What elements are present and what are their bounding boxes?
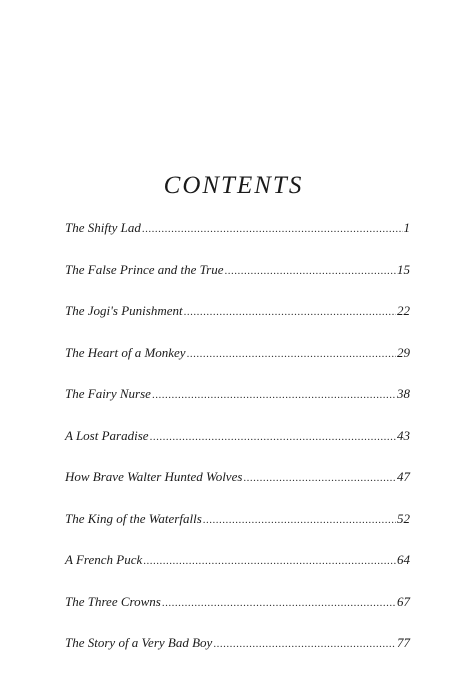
toc-entry-page: 67 (397, 593, 410, 609)
dot-leader (225, 263, 396, 279)
toc-entry[interactable] (65, 262, 410, 304)
toc-entry-page: 64 (397, 552, 410, 567)
contents-heading: CONTENTS (163, 172, 304, 199)
dot-leader (184, 304, 396, 320)
toc-entry-page: 52 (397, 510, 410, 526)
toc-entry-title: The Jogi's Punishment (65, 303, 183, 318)
toc-entry-title: The Story of a Very Bad Boy (65, 635, 213, 650)
toc-entry-page: 47 (397, 469, 410, 484)
toc-entry-title: The Heart of a Monkey (65, 344, 186, 360)
table-of-contents (65, 220, 410, 677)
toc-entry-title: A Lost Paradise (65, 427, 149, 443)
toc-entry-title: How Brave Walter Hunted Wolves (65, 469, 243, 484)
toc-entry[interactable] (65, 428, 410, 470)
dot-leader (162, 595, 396, 611)
toc-entry[interactable] (65, 552, 410, 594)
toc-entry-title: The Shifty Lad (65, 220, 141, 235)
toc-entry-title: The False Prince and the True (65, 261, 224, 277)
toc-entry-title: The Fairy Nurse (65, 386, 151, 401)
toc-entry[interactable] (65, 511, 410, 553)
dot-leader (243, 470, 396, 486)
toc-entry-page: 43 (397, 427, 410, 443)
toc-entry[interactable] (65, 469, 410, 511)
dot-leader (143, 553, 396, 569)
dot-leader (203, 512, 396, 528)
toc-entry[interactable] (65, 345, 410, 387)
toc-entry[interactable] (65, 220, 410, 262)
dot-leader (213, 636, 396, 652)
toc-entry-title: The King of the Waterfalls (65, 510, 202, 526)
toc-entry-page: 38 (397, 386, 410, 401)
toc-entry-page: 29 (397, 344, 410, 360)
dot-leader (142, 221, 403, 237)
dot-leader (187, 346, 396, 362)
toc-entry-title: The Three Crowns (65, 593, 161, 609)
toc-entry[interactable] (65, 303, 410, 345)
dot-leader (152, 387, 396, 403)
toc-entry-page: 1 (403, 220, 410, 235)
toc-entry-page: 22 (397, 303, 410, 318)
toc-entry[interactable] (65, 635, 410, 677)
toc-entry-title: A French Puck (65, 552, 143, 567)
toc-entry-page: 77 (397, 635, 410, 650)
toc-entry-page: 15 (397, 261, 410, 277)
toc-entry[interactable] (65, 386, 410, 428)
toc-entry[interactable] (65, 594, 410, 636)
dot-leader (150, 429, 396, 445)
